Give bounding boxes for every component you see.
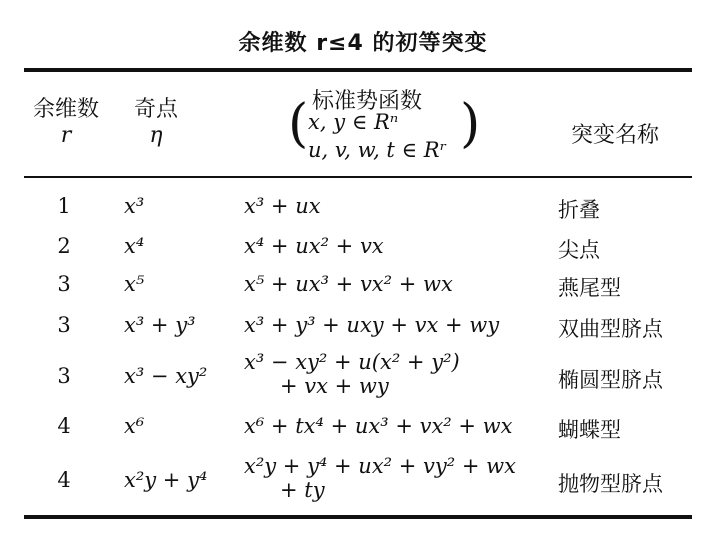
row-catastrophe-name: 蝴蝶型 — [558, 418, 621, 442]
header-codimension — [24, 92, 108, 148]
row-singularity: x⁵ — [124, 272, 145, 296]
header-codimension-symbol: r — [60, 123, 72, 148]
row-potential-line-1: x⁴ + ux² + vx — [244, 234, 384, 258]
row-catastrophe-name: 折叠 — [558, 198, 600, 222]
left-paren: ( — [288, 94, 309, 154]
row-catastrophe-name: 抛物型脐点 — [558, 472, 663, 496]
header-singularity-label: 奇点 — [133, 97, 178, 122]
row-codimension: 3 — [57, 313, 71, 337]
row-catastrophe-name: 燕尾型 — [558, 276, 621, 300]
row-codimension: 1 — [57, 194, 71, 218]
header-potential-label: 标准势函数 — [311, 89, 422, 114]
header-singularity-symbol: η — [149, 123, 163, 148]
row-potential-line-2: + vx + wy — [280, 374, 389, 398]
top-rule — [24, 68, 692, 72]
row-potential — [244, 234, 384, 258]
row-potential — [244, 454, 516, 502]
row-potential — [244, 194, 321, 218]
header-rule — [24, 176, 692, 178]
domain-line-1: x, y ∈ Rⁿ — [308, 110, 399, 134]
row-potential — [244, 313, 499, 337]
row-potential — [244, 350, 460, 398]
row-singularity: x⁴ — [124, 234, 145, 258]
bottom-rule — [24, 515, 692, 519]
row-singularity: x²y + y⁴ — [124, 468, 208, 492]
right-paren: ) — [460, 94, 481, 154]
row-codimension: 3 — [57, 364, 71, 388]
row-potential-line-1: x⁵ + ux³ + vx² + wx — [244, 272, 453, 296]
row-singularity: x⁶ — [124, 414, 145, 438]
row-codimension: 4 — [57, 414, 71, 438]
row-potential-line-1: x²y + y⁴ + ux² + vy² + wx — [244, 454, 516, 478]
row-codimension: 4 — [57, 468, 71, 492]
row-singularity: x³ − xy² — [124, 364, 208, 388]
row-catastrophe-name: 尖点 — [558, 238, 600, 262]
row-singularity: x³ + y³ — [124, 313, 196, 337]
table-title: 余维数 r≤4 的初等突变 — [238, 31, 488, 56]
row-catastrophe-name: 双曲型脐点 — [558, 317, 663, 341]
row-catastrophe-name: 椭圆型脐点 — [558, 368, 663, 392]
row-potential-line-1: x³ + ux — [244, 194, 321, 218]
row-potential — [244, 414, 512, 438]
row-potential-line-1: x³ − xy² + u(x² + y²) — [244, 350, 460, 374]
domain-line-2: u, v, w, t ∈ Rʳ — [308, 138, 447, 162]
header-catastrophe-name: 突变名称 — [570, 123, 659, 148]
row-potential — [244, 272, 453, 296]
row-singularity: x³ — [124, 194, 145, 218]
row-potential-line-1: x³ + y³ + uxy + vx + wy — [244, 313, 500, 337]
row-codimension: 3 — [57, 272, 71, 296]
row-potential-line-2: + ty — [280, 478, 325, 502]
row-codimension: 2 — [57, 234, 71, 258]
row-potential-line-1: x⁶ + tx⁴ + ux³ + vx² + wx — [244, 414, 513, 438]
header-singularity — [116, 92, 196, 148]
header-codimension-label: 余维数 — [32, 97, 99, 122]
